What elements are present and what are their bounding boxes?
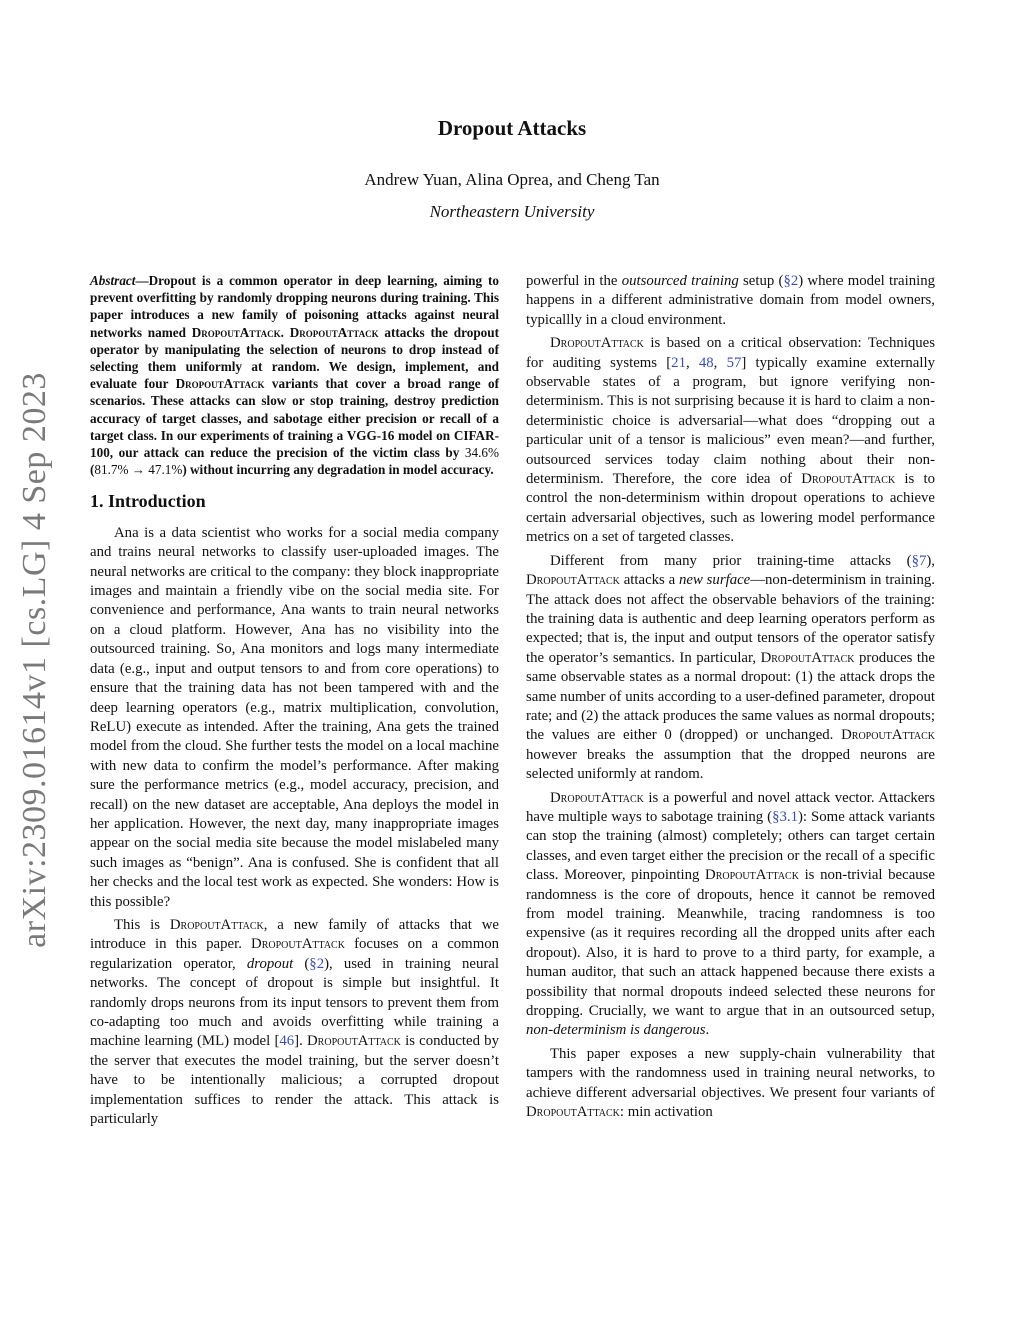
text-run: Different from many prior training-time attacks ( (550, 552, 912, 569)
text-run: ): Some attack variants can stop the training (almost) completely; others can target certain classes, and even target either the precision or the recall of a specific class. Moreover, pinpointing (526, 808, 935, 884)
left-column (90, 272, 499, 1133)
text-run: focuses on a common regularization operator, (90, 936, 499, 972)
text-run: This paper exposes a new supply-chain vulnerability that tampers with the randomness used in training neural networks, to achieve different adversarial objectives. We present four variants of (526, 1045, 935, 1101)
text-run: , a new family of attacks that we introduce in this paper. (90, 916, 500, 953)
section-link[interactable]: §2 (309, 955, 325, 972)
system-name: DropoutAttack (801, 471, 896, 488)
text-run: , (713, 354, 727, 371)
text-run: : min activation (619, 1104, 713, 1121)
system-name: DropoutAttack (526, 1104, 620, 1121)
system-name: DropoutAttack (550, 335, 644, 352)
arxiv-sidebar (10, 360, 60, 960)
text-run: This is (114, 916, 170, 933)
abstract-text-5: ( (90, 462, 95, 478)
system-name: DropoutAttack (760, 649, 855, 666)
text-run: produces the same observable states as a normal dropout: (1) the attack drops the same number of units according to a user-defined parameter, dropout rate; and (2) the attack produces the same values as normal dropouts; the values are either (526, 649, 935, 744)
paragraph-7 (526, 1045, 935, 1123)
text-run: is a powerful and novel attack vector. Attackers have multiple ways to sabotage training ( (526, 789, 935, 825)
abstract-dash: — (135, 273, 149, 288)
paper-authors: Andrew Yuan, Alina Oprea, and Cheng Tan (364, 170, 660, 189)
abstract-text-3: attacks the dropout operator by manipulating the selection of neurons to drop instead of selecting them uniformly at random. We design, implement, and evaluate four (90, 324, 500, 392)
emphasis: new surface (679, 572, 751, 589)
emphasis: outsourced training (621, 273, 739, 289)
abstract-number: 81.7% → 47.1% (94, 462, 183, 478)
number: 0 (664, 727, 672, 744)
arxiv-identifier: arXiv:2309.01614v1 [cs.LG] 4 Sep 2023 (16, 372, 53, 948)
section-link[interactable]: §2 (783, 273, 799, 289)
paper-title: Dropout Attacks (437, 116, 587, 140)
paper-affiliation: Northeastern University (429, 202, 595, 221)
text-run: ), (926, 552, 935, 569)
text-run: however breaks the assumption that the dropped neurons are selected uniformly at random. (526, 746, 935, 783)
system-name: DropoutAttack (307, 1033, 401, 1050)
paragraph-6 (526, 789, 935, 1041)
section-link[interactable]: §3.1 (772, 808, 798, 825)
text-run: ]. (294, 1033, 307, 1050)
text-run: ) where model training happens in a different administrative domain from model owners, typicallly in a cloud environment. (526, 273, 935, 328)
text-run: is to control the non-determinism within dropout operations to achieve certain adversarial objectives, such as lowering model performance metrics on a set of targeted classes. (526, 471, 935, 546)
text-run: powerful in the (526, 273, 622, 289)
abstract-text-4: variants that cover a broad range of scenarios. These attacks can slow or stop training, destroy prediction accuracy of target classes, and sabotage either precision or recall of a target class. In our experiments of training a VGG-16 model on CIFAR-100, our attack can reduce the precision of the victim class by (90, 376, 500, 461)
citation-link[interactable]: 48 (698, 354, 714, 371)
abstract-text-6: ) without incurring any degradation in model accuracy. (182, 462, 494, 478)
abstract-text-2: . (280, 324, 290, 340)
paragraph-4 (526, 334, 935, 547)
paragraph-5 (526, 552, 935, 785)
emphasis: dropout (246, 955, 294, 972)
paragraph-3 (526, 272, 935, 330)
abstract-lead: Abstract (90, 273, 136, 288)
section-link[interactable]: §7 (911, 552, 927, 569)
text-run: , (685, 354, 699, 371)
system-name: DropoutAttack (550, 789, 644, 806)
citation-link[interactable]: 21 (671, 354, 686, 371)
system-name: DropoutAttack (169, 916, 264, 933)
text-run: (dropped) or unchanged. (671, 727, 842, 744)
system-name: DropoutAttack (526, 572, 620, 589)
system-name: DropoutAttack (191, 324, 281, 340)
text-run: ), used in training neural networks. The concept of dropout is simple but insightful. It randomly drops neurons from its input tensors to prevent them from co-adapting too much and avoids overfitting while training a machine learning (ML) model [ (90, 955, 499, 1050)
text-run: —non-determinism in training. The attack does not affect the observable behaviors of the training: the training data is authentic and deep learning operators perform as expected; that is, the input and output tensors of the operator satisfy the operator’s semantics. In particular, (526, 572, 935, 666)
right-column (526, 272, 935, 1126)
text-run: setup ( (738, 273, 784, 289)
system-name: DropoutAttack (289, 324, 379, 340)
system-name: DropoutAttack (251, 936, 345, 953)
abstract-text-1: Dropout is a common operator in deep learning, aiming to prevent overfitting by randomly dropping neurons during training. This paper introduces a new family of poisoning attacks against neural networks named (90, 273, 499, 340)
intro-paragraph-1: Ana is a data scientist who works for a social media company and trains neural networks to classify user-uploaded images. The neural networks are critical to the company: they block inappropriate images and maintain a friendly vibe on the social media site. For convenience and performance, Ana wants to train neural networks on a cloud platform. However, Ana has no visibility into the outsourced training. So, Ana monitors and logs many intermediate data (e.g., input and output tensors to and from core operations) to ensure that the training data has not been tampered with and the deep learning operators (e.g., matrix multiplication, convolution, ReLU) execute as intended. After the training, Ana gets the trained model from the cloud. She further tests the model on a local machine with new data to confirm the model’s performance. After making sure the performance metrics (e.g., model accuracy, precision, and recall) on the new dataset are acceptable, Ana deploys the model in her application. However, the next day, many inappropriate images appear on the social media site because the model mislabeled many such images as “benign”. Ana is confused. She is confident that all her checks and the local test work as expected. She wonders: How is this possible? (90, 524, 499, 910)
abstract-number: 34.6% (464, 445, 499, 461)
text-run: is conducted by the server that executes the model training, but the server doesn’t have to be intentionally malicious; a corrupted dropout implementation suffices to render the attack. This attack is particularly (90, 1033, 499, 1128)
abstract (90, 272, 499, 478)
text-run: . (705, 1022, 710, 1039)
text-run: is non-trivial because randomness is the core of dropouts, hence it cannot be removed from model training. Meanwhile, tracing randomness is too expensive (as it requires recording all the dropped units after each dropout). Also, it is hard to prove to a third party, for example, a human auditor, that such an attack happened because there exists a possibility that normal dropouts indeed selected these neurons for dropping. Crucially, we want to argue that in an outsourced setup, (526, 867, 935, 1020)
system-name: DropoutAttack (705, 867, 799, 884)
text-run: ] typically examine externally observable states of a program, but ignore verifying non-determinism. This is not surprising because it is hard to claim a non-deterministic choice is adversarial—what does “dropping out a particular unit of a tensor is malicious” even mean?—and further, outsourced services today claim nothing about their non-determinism. Therefore, the core idea of (526, 354, 935, 488)
section-heading-introduction: 1. Introduction (90, 491, 206, 512)
system-name: DropoutAttack (841, 727, 935, 744)
emphasis: non-determinism is dangerous (526, 1022, 706, 1039)
text-run: attacks a (619, 572, 680, 589)
citation-link[interactable]: 46 (279, 1033, 295, 1050)
text-run: is based on a critical observation: Techniques for auditing systems [ (526, 335, 935, 371)
text-run: ( (293, 955, 310, 972)
citation-link[interactable]: 57 (726, 354, 742, 371)
system-name: DropoutAttack (175, 376, 265, 392)
intro-paragraph-2 (90, 916, 499, 1129)
